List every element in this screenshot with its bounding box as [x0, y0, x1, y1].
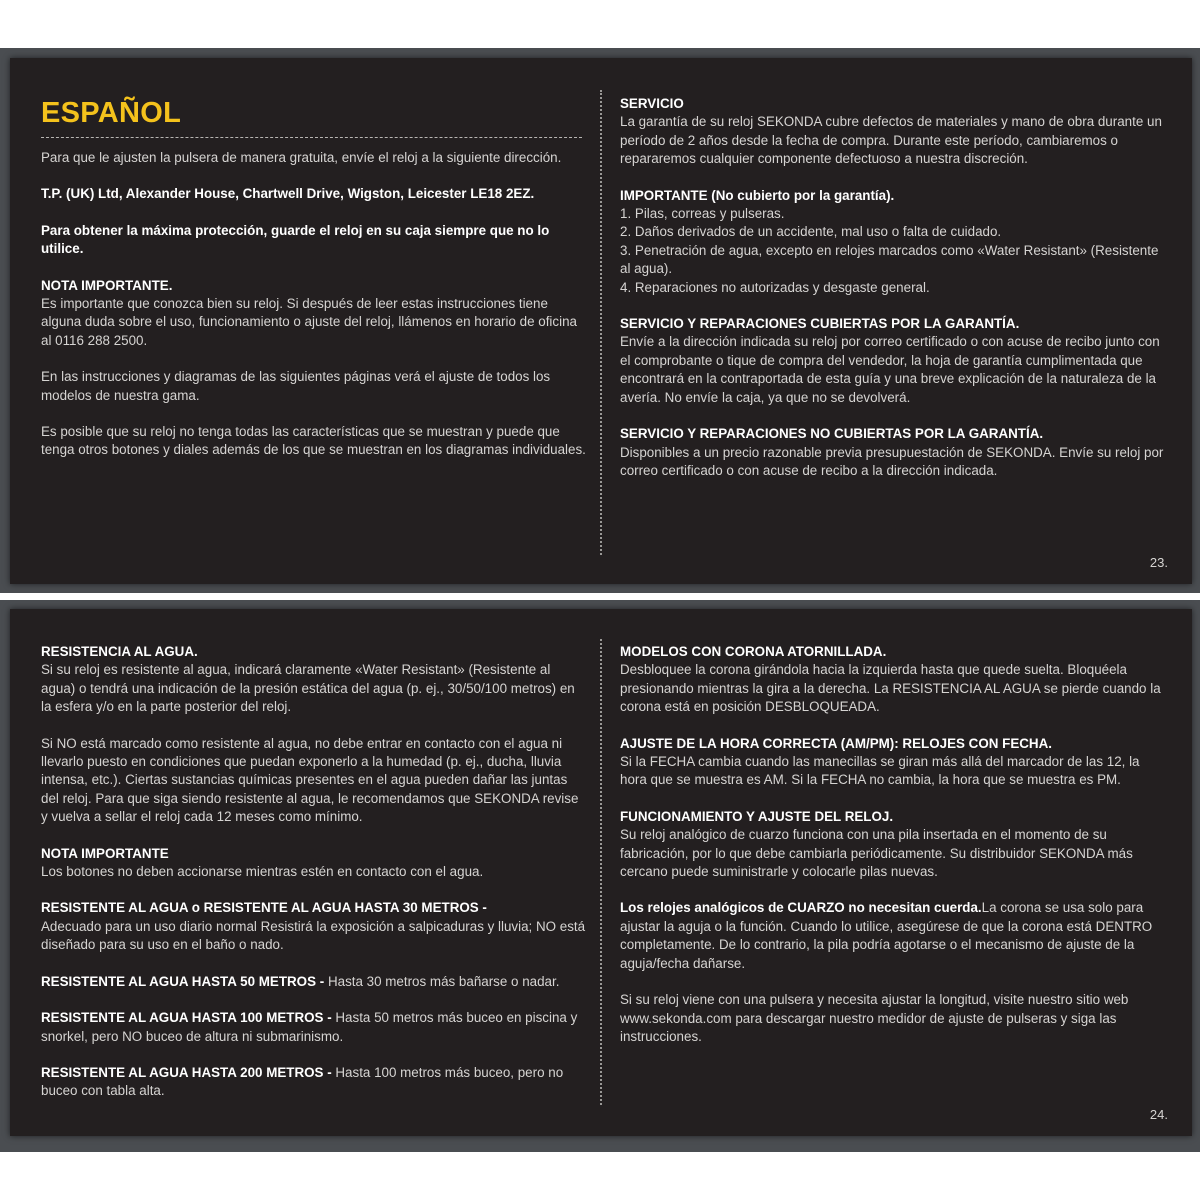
list-item: 4. Reparaciones no autorizadas y desgaste general.: [620, 279, 930, 295]
return-address: T.P. (UK) Ltd, Alexander House, Chartwell Drive, Wigston, Leicester LE18 2EZ.: [41, 186, 535, 202]
uncovered-repairs-section: [620, 425, 1168, 480]
buttons-note-heading: NOTA IMPORTANTE: [41, 845, 169, 861]
covered-repairs-heading: SERVICIO Y REPARACIONES CUBIERTAS POR LA GARANTÍA.: [620, 316, 1020, 332]
operation-section: [620, 808, 1168, 882]
protection-tip: Para obtener la máxima protección, guarde el reloj en su caja siempre que no lo utilice.: [41, 222, 550, 257]
not-covered-list-section: [620, 187, 1168, 297]
covered-repairs-body: Envíe a la dirección indicada su reloj por correo certificado o con acuse de recibo junto con el comprobante o tique de compra del vendedor, la hoja de garantía cumplimentada que encontrará en la contraportada de esta guía y una breve explicación de la naturaleza de la avería. No envíe la caja, ya que no se devolverá.: [620, 334, 1160, 405]
wr50-section: [41, 973, 586, 991]
page-24-left-column: [41, 643, 586, 1119]
quartz-heading: Los relojes analógicos de CUARZO no necesitan cuerda.: [620, 900, 982, 916]
list-item: 3. Penetración de agua, excepto en relojes marcados como «Water Resistant» (Resistente al agua).: [620, 242, 1159, 277]
am-pm-body: Si la FECHA cambia cuando las manecillas se giran más allá del marcador de las 12, la hora que se muestra es AM. Si la FECHA no cambia, la hora que se muestra es PM.: [620, 754, 1140, 788]
wr100-section: [41, 1009, 586, 1046]
service-section: [620, 95, 1168, 169]
important-note-section: [41, 277, 586, 351]
wr100-body: Hasta 50 metros más buceo en piscina y snorkel, pero NO buceo de altura ni submarinismo.: [41, 1010, 578, 1044]
water-resistance-heading: RESISTENCIA AL AGUA.: [41, 644, 198, 659]
am-pm-section: [620, 735, 1168, 790]
page-number: 23.: [1149, 555, 1168, 570]
uncovered-repairs-heading: SERVICIO Y REPARACIONES NO CUBIERTAS POR LA GARANTÍA.: [620, 426, 1044, 442]
quartz-body: La corona se usa solo para ajustar la aguja o la función. Cuando lo utilice, asegúrese de que la corona está DENTRO completamente. De lo contrario, la pila podría agotarse o el mecanismo de ajuste de la aguja/fecha dañarse.: [620, 900, 1153, 971]
screw-crown-heading: MODELOS CON CORONA ATORNILLADA.: [620, 644, 887, 659]
features-paragraph: Es posible que su reloj no tenga todas las características que se muestran y puede que tenga otros botones y diales además de los que se muestran en los diagramas individuales.: [41, 424, 586, 458]
important-note-heading: NOTA IMPORTANTE.: [41, 277, 173, 293]
covered-repairs-section: [620, 315, 1168, 407]
quartz-section: [620, 899, 1168, 973]
strap-sizing-paragraph: Si su reloj viene con una pulsera y necesita ajustar la longitud, visite nuestro sitio web www.sekonda.com para descargar nuestro medidor de ajuste de pulseras y siga las instrucciones.: [620, 992, 1129, 1044]
strap-adjust-intro: Para que le ajusten la pulsera de manera gratuita, envíe el reloj a la siguiente dirección.: [41, 150, 562, 165]
screw-crown-body: Desbloquee la corona girándola hacia la izquierda hasta que quede suelta. Bloquéela presionando mientras la gira a la derecha. La RESISTENCIA AL AGUA se pierde cuando la corona está en posición DESBLOQUEADA.: [620, 662, 1161, 715]
wr30-heading: RESISTENTE AL AGUA o RESISTENTE AL AGUA HASTA 30 METROS -: [41, 900, 487, 916]
language-title: ESPAÑOL: [41, 97, 182, 129]
screw-crown-section: [620, 643, 1168, 717]
am-pm-heading: AJUSTE DE LA HORA CORRECTA (AM/PM): RELOJES CON FECHA.: [620, 735, 1052, 751]
wr30-body: Adecuado para un uso diario normal Resistirá la exposición a salpicaduras y lluvia; NO está diseñado para su uso en el baño o nado.: [41, 918, 586, 953]
manual-page-23: [10, 58, 1192, 584]
instructions-paragraph: En las instrucciones y diagramas de las siguientes páginas verá el ajuste de todos los modelos de nuestra gama.: [41, 369, 551, 403]
page-number: 24.: [1149, 1107, 1168, 1122]
wr100-heading: RESISTENTE AL AGUA HASTA 100 METROS -: [41, 1010, 332, 1026]
page-23-left-column: [41, 96, 586, 478]
important-heading: IMPORTANTE (No cubierto por la garantía).: [620, 187, 895, 203]
wr200-heading: RESISTENTE AL AGUA HASTA 200 METROS -: [41, 1064, 332, 1080]
manual-page-24: [10, 609, 1192, 1136]
wr30-section: [41, 899, 586, 954]
important-note-body: Es importante que conozca bien su reloj. Si después de leer estas instrucciones tiene alguna duda sobre el uso, funcionamiento o ajuste del reloj, llámenos en horario de oficina al 0116 288 2500.: [41, 296, 577, 348]
service-body: La garantía de su reloj SEKONDA cubre defectos de materiales y mano de obra durante un período de 2 años desde la fecha de compra. Durante este período, cambiaremos o repararemos cualquier componente defectuoso a nuestra discreción.: [620, 114, 1162, 167]
title-divider: [41, 137, 582, 138]
operation-heading: FUNCIONAMIENTO Y AJUSTE DEL RELOJ.: [620, 808, 894, 824]
buttons-note-section: [41, 845, 586, 882]
page-24-right-column: [620, 643, 1168, 1064]
column-divider: [600, 639, 602, 1105]
wr50-body: Hasta 30 metros más bañarse o nadar.: [327, 973, 560, 989]
wr200-body: Hasta 100 metros más buceo, pero no buceo con tabla alta.: [41, 1064, 564, 1099]
not-water-resistant-paragraph: Si NO está marcado como resistente al agua, no debe entrar en contacto con el agua ni llevarlo puesto en condiciones que puedan exponerlo a la humedad (p. ej., ducha, lluvia intensa, etc.). Ciertas sustancias químicas presentes en el agua pueden dañar las juntas del reloj. Para que siga siendo resistente al agua, le recomendamos que SEKONDA revise y vuelva a sellar el reloj cada 12 meses como mínimo.: [41, 735, 579, 825]
column-divider: [600, 90, 602, 555]
water-resistance-body: Si su reloj es resistente al agua, indicará claramente «Water Resistant» (Resistente al agua) o tendrá una indicación de la presión estática del agua (p. ej., 30/50/100 metros) en la esfera y/o en la parte posterior del reloj.: [41, 662, 575, 715]
operation-body: Su reloj analógico de cuarzo funciona con una pila insertada en el momento de su fabricación, por lo que debe cambiarla periódicamente. Su distribuidor SEKONDA más cercano puede suministrarle y colocarle pilas nuevas.: [620, 827, 1133, 880]
list-item: 1. Pilas, correas y pulseras.: [620, 206, 785, 222]
list-item: 2. Daños derivados de un accidente, mal uso o falta de cuidado.: [620, 224, 1002, 240]
buttons-note-body: Los botones no deben accionarse mientras estén en contacto con el agua.: [41, 864, 484, 880]
service-heading: SERVICIO: [620, 96, 684, 111]
page-23-right-column: [620, 95, 1168, 498]
uncovered-repairs-body: Disponibles a un precio razonable previa presupuestación de SEKONDA. Envíe su reloj por correo certificado o con acuse de recibo a la dirección indicada.: [620, 444, 1164, 478]
water-resistance-section: [41, 643, 586, 717]
wr200-section: [41, 1064, 586, 1101]
wr50-heading: RESISTENTE AL AGUA HASTA 50 METROS -: [41, 973, 325, 989]
